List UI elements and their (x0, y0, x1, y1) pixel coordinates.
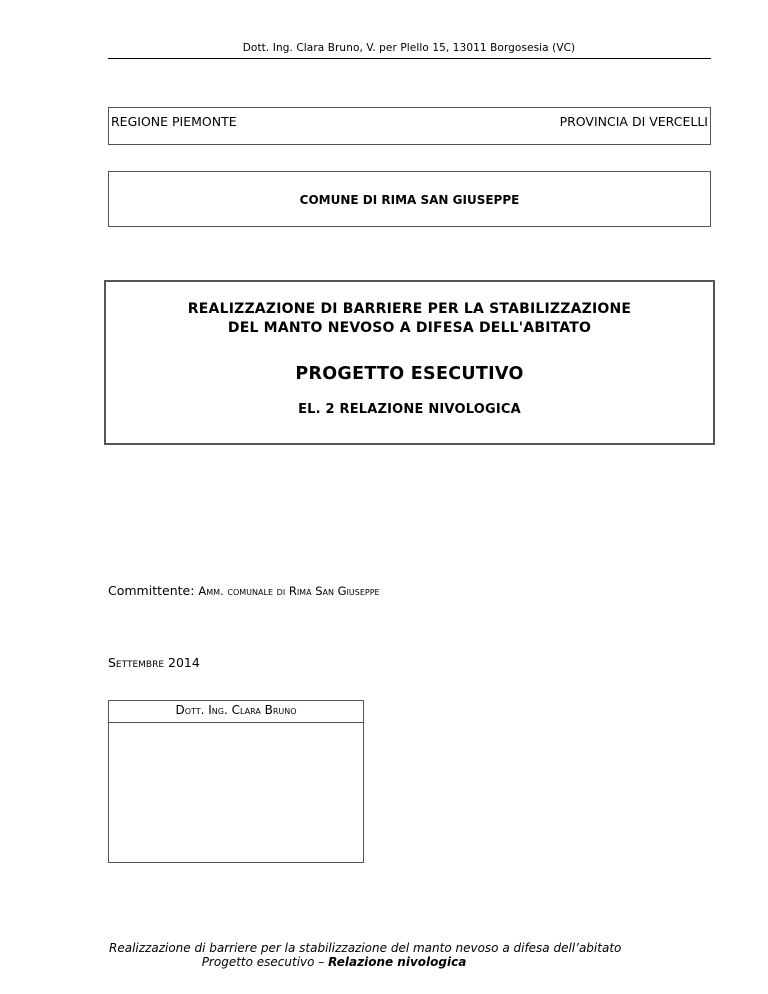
project-title-line-1: REALIZZAZIONE DI BARRIERE PER LA STABILIZZAZIONE (187, 301, 632, 317)
project-title-box (104, 280, 715, 445)
page-footer (108, 941, 710, 969)
region-label: REGIONE PIEMONTE (111, 114, 237, 129)
page-header-address: Dott. Ing. Clara Bruno, V. per Plello 15, 13011 Borgosesia (VC) (242, 42, 576, 54)
comune-label: COMUNE DI RIMA SAN GIUSEPPE (299, 193, 520, 207)
comune-box (108, 171, 711, 227)
footer-line-2 (108, 955, 710, 969)
project-title-line-2: DEL MANTO NEVOSO A DIFESA DELL'ABITATO (227, 320, 592, 336)
project-phase: PROGETTO ESECUTIVO (295, 364, 524, 384)
document-element: EL. 2 RELAZIONE NIVOLOGICA (298, 402, 521, 417)
footer-line-2-bold: Relazione nivologica (328, 955, 467, 969)
signature-box (108, 700, 364, 863)
region-box (108, 107, 711, 145)
header-divider (108, 58, 711, 59)
client-line (108, 583, 380, 598)
client-label: Committente: (108, 583, 195, 598)
footer-line-1: Realizzazione di barriere per la stabilizzazione del manto nevoso a difesa dell’abitato (109, 941, 622, 955)
province-label: PROVINCIA DI VERCELLI (559, 114, 708, 129)
footer-line-2-prefix: Progetto esecutivo – (201, 955, 329, 969)
client-value: Amm. comunale di Rima San Giuseppe (198, 584, 380, 598)
document-date: Settembre 2014 (108, 655, 200, 670)
signature-title: Dott. Ing. Clara Bruno (109, 701, 363, 723)
project-title (106, 300, 713, 338)
